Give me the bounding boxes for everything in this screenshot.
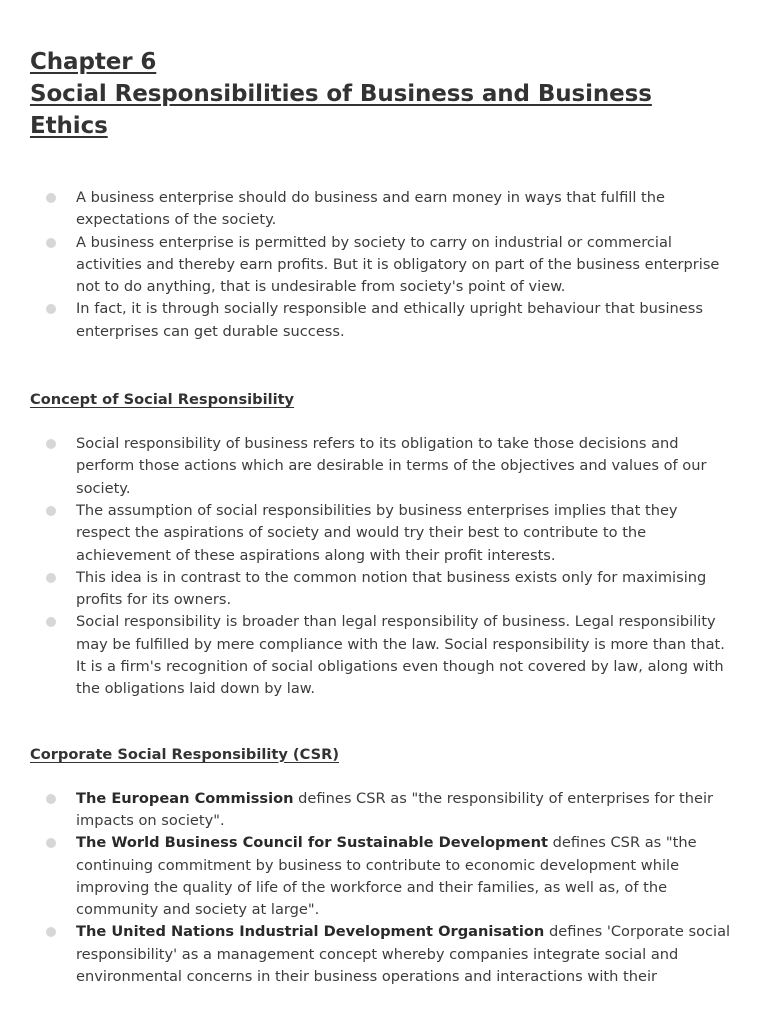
list-item-text: Social responsibility is broader than legal responsibility of business. Legal responsibility may be fulfilled by mere compliance with the law. Social responsibility is more than that. It is a firm's recognition of social obligations even though not covered by law, along with the obligations laid down by law. [76, 613, 725, 698]
list-item [30, 187, 736, 232]
bullet-icon [46, 838, 56, 848]
bullet-icon [46, 506, 56, 516]
list-item [30, 921, 736, 988]
list-item-text: The assumption of social responsibilities by business enterprises implies that they respect the aspirations of society and would try their best to contribute to the achievement of these aspirations along with their profit interests. [76, 501, 678, 564]
bullet-icon [46, 193, 56, 203]
chapter-title [30, 46, 736, 142]
list-item [30, 500, 736, 567]
list-item-text: A business enterprise should do business and earn money in ways that fulfill the expectations of the society. [76, 189, 666, 229]
bullet-icon [46, 439, 56, 449]
bullet-icon [46, 573, 56, 583]
list-item-text: This idea is in contrast to the common notion that business exists only for maximising profits for its owners. [76, 568, 707, 609]
bullet-icon [46, 794, 56, 804]
list-item [30, 611, 736, 700]
chapter-title-text: Social Responsibilities of Business and Business Ethics [30, 81, 652, 139]
document-page [30, 46, 736, 988]
intro-bullet-list [30, 187, 736, 343]
organisation-name: The European Commission [76, 789, 294, 807]
chapter-number: Chapter 6 [30, 49, 157, 75]
list-item [30, 433, 736, 500]
organisation-name: The World Business Council for Sustainable Development [76, 834, 548, 852]
list-item [30, 567, 736, 612]
list-item [30, 298, 736, 343]
list-item-text: defines CSR as "the continuing commitment by business to contribute to economic development while improving the quality of life of the workforce and their families, as well as, of the community and society at large". [76, 834, 697, 919]
list-item-text: defines 'Corporate social responsibility' as a management concept whereby companies integrate social and environmental concerns in their business operations and interactions with their [76, 923, 731, 986]
list-item [30, 232, 736, 299]
csr-bullet-list [30, 788, 736, 989]
bullet-icon [46, 238, 56, 248]
list-item-text: A business enterprise is permitted by society to carry on industrial or commercial activities and thereby earn profits. But it is obligatory on part of the business enterprise not to do anything, that is undesirable from society's point of view. [76, 233, 720, 296]
bullet-icon [46, 927, 56, 937]
bullet-icon [46, 617, 56, 627]
organisation-name: The United Nations Industrial Development Organisation [76, 923, 545, 941]
list-item-text: defines CSR as "the responsibility of enterprises for their impacts on society". [76, 789, 714, 829]
list-item-text: Social responsibility of business refers to its obligation to take those decisions and perform those actions which are desirable in terms of the objectives and values of our society. [76, 435, 707, 497]
bullet-icon [46, 304, 56, 314]
concept-bullet-list [30, 433, 736, 701]
list-item [30, 788, 736, 833]
section-heading-csr: Corporate Social Responsibility (CSR) [30, 745, 339, 763]
list-item [30, 832, 736, 921]
list-item-text: In fact, it is through socially responsible and ethically upright behaviour that business enterprises can get durable success. [76, 300, 703, 340]
section-heading-concept: Concept of Social Responsibility [30, 391, 295, 409]
